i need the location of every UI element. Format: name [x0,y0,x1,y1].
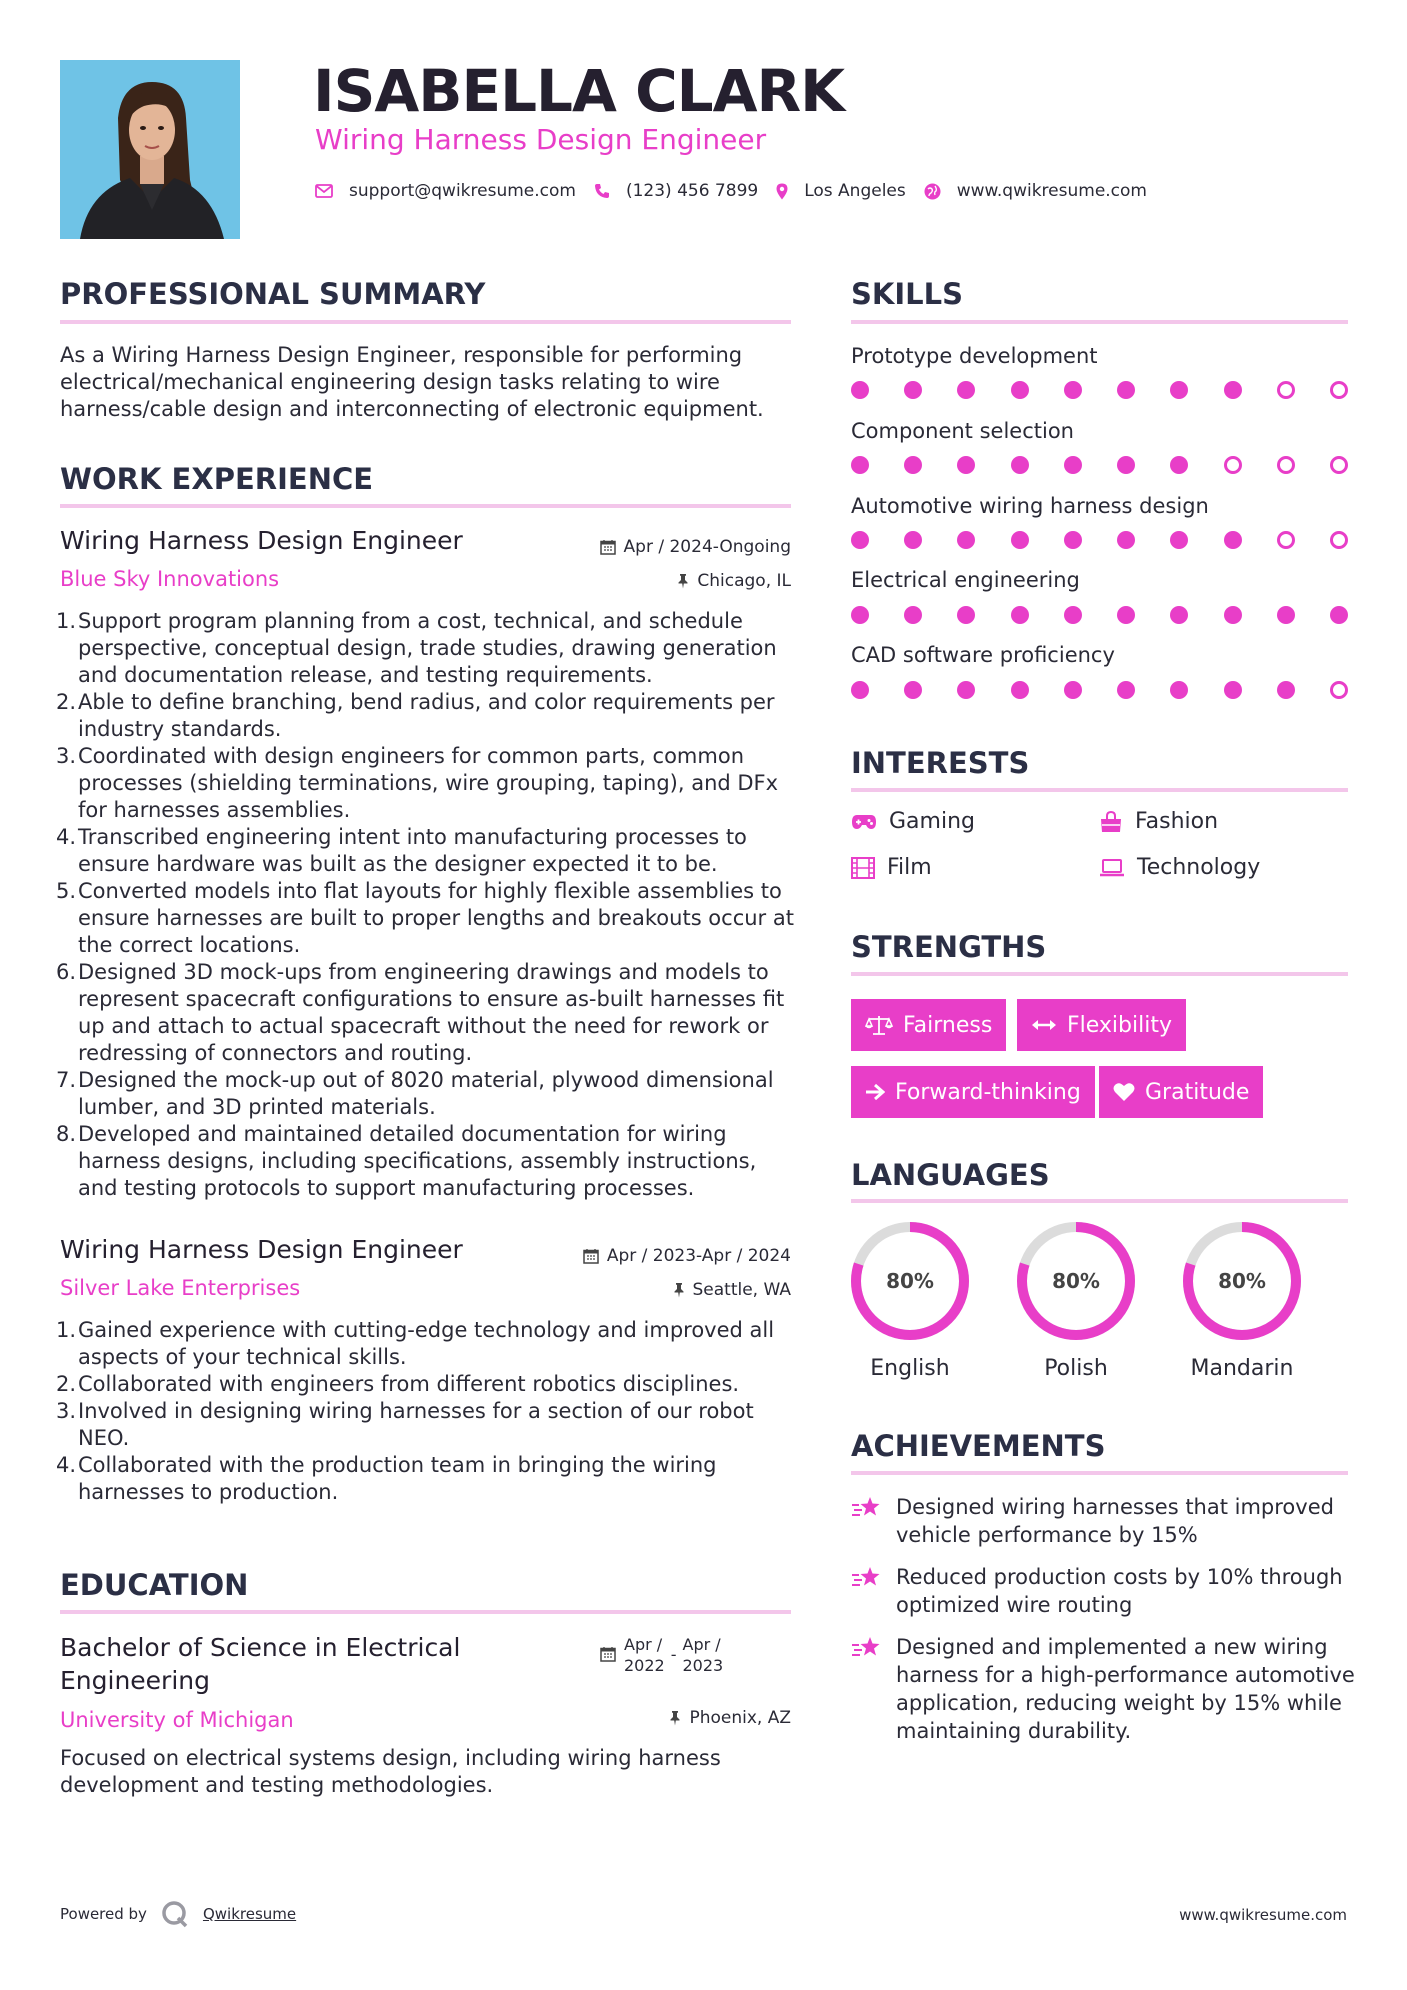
phone-text: (123) 456 7899 [625,181,759,201]
rating-dot-filled [957,531,975,549]
rating-dot-filled [1330,606,1348,624]
experience-heading: WORK EXPERIENCE [60,462,374,496]
laptop-icon [1099,858,1125,878]
list-item: 2. Collaborated with engineers from different robotics disciplines. [56,1372,740,1396]
rating-dot-filled [1224,606,1242,624]
heart-icon [1113,1082,1135,1102]
calendar-icon [600,1646,616,1662]
skill-name: Electrical engineering [851,568,1080,592]
experience-divider [60,504,791,508]
rating-dot-filled [1011,456,1029,474]
interest-technology [1099,854,1260,882]
candidate-name: ISABELLA CLARK [313,57,845,125]
strength-label: Flexibility [1067,1012,1172,1038]
education-location [669,1707,791,1729]
strength-chip-fairness [851,999,1006,1051]
skill-rating [851,381,1348,399]
strength-chip-forward-thinking [851,1066,1095,1118]
strength-chip-gratitude [1099,1066,1263,1118]
interest-label: Film [887,855,932,880]
strength-label: Gratitude [1145,1079,1250,1105]
contact-website[interactable] [924,181,1147,201]
powered-by-text: Powered by [60,1905,147,1923]
list-item: 6. Designed 3D mock-ups from engineering drawings and models to represent spacecraft configurations to ensure as-built harnesses fit up and attach to actual spacecraft without the need for rework or redressing of connectors and routing. [56,960,785,1065]
job-dates-text: Apr / 2024-Ongoing [623,537,791,557]
list-item: 3. Involved in designing wiring harnesses for a section of our robot NEO. [56,1399,754,1450]
skills-divider [851,320,1348,324]
education-heading: EDUCATION [60,1568,249,1602]
summary-text: As a Wiring Harness Design Engineer, responsible for performing electrical/mechanical engineering design tasks relating to wire harness/cable design and interconnecting of electronic equipment. [60,343,764,421]
footer-website-link[interactable]: www.qwikresume.com [1179,1906,1347,1924]
job-bullets [56,608,800,1202]
job-dates-text: Apr / 2023-Apr / 2024 [606,1246,791,1266]
rating-dot-filled [1170,456,1188,474]
rating-dot-filled [1011,531,1029,549]
list-item: 3. Coordinated with design engineers for common parts, common processes (shielding terminations, wire grouping, taping), and DFx for harnesses assemblies. [56,744,779,822]
language-polish [1014,1219,1138,1383]
rating-dot-filled [1170,531,1188,549]
rating-dot-filled [1064,681,1082,699]
list-item: 1. Support program planning from a cost, technical, and schedule perspective, conceptual design, trade studies, drawing generation and documentation release, and testing requirements. [56,609,777,687]
website-text: www.qwikresume.com [956,181,1147,201]
summary-heading: PROFESSIONAL SUMMARY [60,277,486,311]
education-end: Apr / 2023 [682,1635,724,1675]
rating-dot-filled [851,381,869,399]
contact-location [776,181,906,201]
language-ring [1014,1219,1138,1343]
rating-dot-filled [1011,681,1029,699]
job-location [673,1279,792,1301]
rating-dot-empty [1330,681,1348,699]
qwikresume-logo-icon [161,1900,189,1928]
languages-heading: LANGUAGES [851,1158,1050,1192]
footer-powered-by [60,1900,296,1928]
education-start: Apr / 2022 [624,1635,665,1675]
job-location-text: Chicago, IL [697,571,791,591]
list-item: 4. Transcribed engineering intent into manufacturing processes to ensure hardware was built as the designer expected it to be. [56,825,747,876]
envelope-icon [315,184,333,198]
globe-icon [924,183,941,200]
rating-dot-filled [904,381,922,399]
calendar-icon [583,1248,599,1264]
language-name: English [870,1356,950,1381]
rating-dot-filled [1170,381,1188,399]
contact-bar [315,178,1165,204]
education-location-text: Phoenix, AZ [689,1708,791,1728]
rating-dot-empty [1277,456,1295,474]
list-item: 1. Gained experience with cutting-edge technology and improved all aspects of your technical skills. [56,1318,775,1369]
rating-dot-filled [1277,681,1295,699]
balance-scale-icon [865,1014,893,1036]
shooting-star-icon [851,1635,883,1661]
rating-dot-filled [1117,606,1135,624]
pushpin-icon [677,573,689,589]
education-divider [60,1610,791,1614]
location-text: Los Angeles [804,181,906,201]
phone-icon [594,183,610,199]
list-item: Designed and implemented a new wiring harness for a high-performance automotive application, reducing weight by 15% while maintaining durability. [851,1633,1361,1745]
education-dates [600,1634,723,1676]
rating-dot-filled [904,456,922,474]
rating-dot-filled [904,531,922,549]
rating-dot-filled [904,606,922,624]
list-item: 7. Designed the mock-up out of 8020 material, plywood dimensional lumber, and 3D printed materials. [56,1068,774,1119]
degree-title-line1: Bachelor of Science in Electrical [60,1633,461,1662]
skill-name: Prototype development [851,344,1098,368]
school-name: University of Michigan [60,1708,294,1732]
interest-fashion [1099,808,1218,836]
arrows-horizontal-icon [1031,1018,1057,1032]
interest-label: Technology [1137,855,1261,880]
job-dates [600,536,791,558]
rating-dot-filled [1117,681,1135,699]
rating-dot-empty [1277,381,1295,399]
degree-title-line2: Engineering [60,1666,210,1695]
language-name: Polish [1044,1356,1108,1381]
skill-name: Automotive wiring harness design [851,494,1209,518]
pushpin-icon [669,1710,681,1726]
rating-dot-filled [1064,456,1082,474]
language-ring [1180,1219,1304,1343]
skill-rating [851,531,1348,549]
list-item: Reduced production costs by 10% through optimized wire routing [851,1563,1361,1619]
skill-rating [851,681,1348,699]
interests-heading: INTERESTS [851,746,1030,780]
job-location [677,570,791,592]
rating-dot-filled [957,681,975,699]
job-dates [583,1245,791,1267]
strength-label: Fairness [903,1012,993,1038]
calendar-icon [600,539,616,555]
rating-dot-filled [1011,606,1029,624]
rating-dot-filled [957,456,975,474]
languages-divider [851,1199,1348,1203]
language-english [848,1219,972,1383]
shooting-star-icon [851,1495,883,1521]
achievements-list [851,1493,1361,1745]
pushpin-icon [673,1282,685,1298]
skill-rating [851,456,1348,474]
rating-dot-filled [1117,381,1135,399]
email-text: support@qwikresume.com [349,181,576,201]
job-bullets [56,1317,800,1506]
list-item: 2. Able to define branching, bend radius, and color requirements per industry standards. [56,690,775,741]
rating-dot-filled [1064,606,1082,624]
skills-heading: SKILLS [851,277,963,311]
shopping-bag-icon [1099,811,1123,833]
rating-dot-empty [1330,456,1348,474]
rating-dot-filled [1117,531,1135,549]
candidate-title: Wiring Harness Design Engineer [315,123,767,156]
achievements-heading: ACHIEVEMENTS [851,1429,1106,1463]
interest-label: Gaming [889,809,975,834]
interest-gaming [851,808,975,836]
rating-dot-filled [1064,531,1082,549]
rating-dot-filled [1011,381,1029,399]
rating-dot-empty [1330,531,1348,549]
date-separator: - [670,1645,677,1664]
language-ring [848,1219,972,1343]
skill-name: Component selection [851,419,1074,443]
contact-email[interactable] [315,181,576,201]
rating-dot-filled [851,531,869,549]
rating-dot-filled [851,681,869,699]
company-name: Blue Sky Innovations [60,567,280,591]
rating-dot-filled [1170,681,1188,699]
contact-phone[interactable] [594,181,758,201]
rating-dot-filled [957,606,975,624]
rating-dot-filled [1170,606,1188,624]
rating-dot-filled [851,606,869,624]
strengths-heading: STRENGTHS [851,930,1047,964]
language-percent: 80% [1052,1269,1100,1293]
job-title: Wiring Harness Design Engineer [60,1235,463,1264]
list-item: 8. Developed and maintained detailed documentation for wiring harness designs, including specifications, assembly instructions, and testing protocols to support manufacturing processes. [56,1122,757,1200]
rating-dot-empty [1330,381,1348,399]
rating-dot-filled [1224,681,1242,699]
gamepad-icon [851,814,877,830]
language-percent: 80% [886,1269,934,1293]
arrow-right-icon [865,1083,885,1101]
company-name: Silver Lake Enterprises [60,1276,301,1300]
achievements-divider [851,1471,1348,1475]
summary-divider [60,320,791,324]
shooting-star-icon [851,1565,883,1591]
map-pin-icon [776,183,788,200]
rating-dot-filled [957,381,975,399]
list-item: 5. Converted models into flat layouts for highly flexible assemblies to ensure harnesses are built to proper lengths and breakouts occur at the correct locations. [56,879,794,957]
interest-label: Fashion [1135,809,1219,834]
interest-film [851,854,932,882]
profile-photo [60,60,240,239]
language-percent: 80% [1218,1269,1266,1293]
list-item: Designed wiring harnesses that improved vehicle performance by 15% [851,1493,1361,1549]
qwikresume-link[interactable]: Qwikresume [202,1905,297,1923]
rating-dot-empty [1224,456,1242,474]
rating-dot-filled [1224,531,1242,549]
strengths-divider [851,972,1348,976]
language-name: Mandarin [1190,1356,1294,1381]
rating-dot-filled [851,456,869,474]
rating-dot-empty [1277,531,1295,549]
rating-dot-filled [1224,381,1242,399]
job-title: Wiring Harness Design Engineer [60,526,463,555]
job-location-text: Seattle, WA [692,1280,791,1300]
rating-dot-filled [1277,606,1295,624]
skill-name: CAD software proficiency [851,643,1115,667]
rating-dot-filled [904,681,922,699]
list-item: 4. Collaborated with the production team in bringing the wiring harnesses to production. [56,1453,717,1504]
strength-chip-flexibility [1017,999,1186,1051]
interests-divider [851,788,1348,792]
rating-dot-filled [1064,381,1082,399]
language-mandarin [1180,1219,1304,1383]
skill-rating [851,606,1348,624]
film-icon [851,857,875,879]
rating-dot-filled [1117,456,1135,474]
education-description: Focused on electrical systems design, including wiring harness development and testing methodologies. [60,1746,721,1797]
strength-label: Forward-thinking [895,1079,1081,1105]
